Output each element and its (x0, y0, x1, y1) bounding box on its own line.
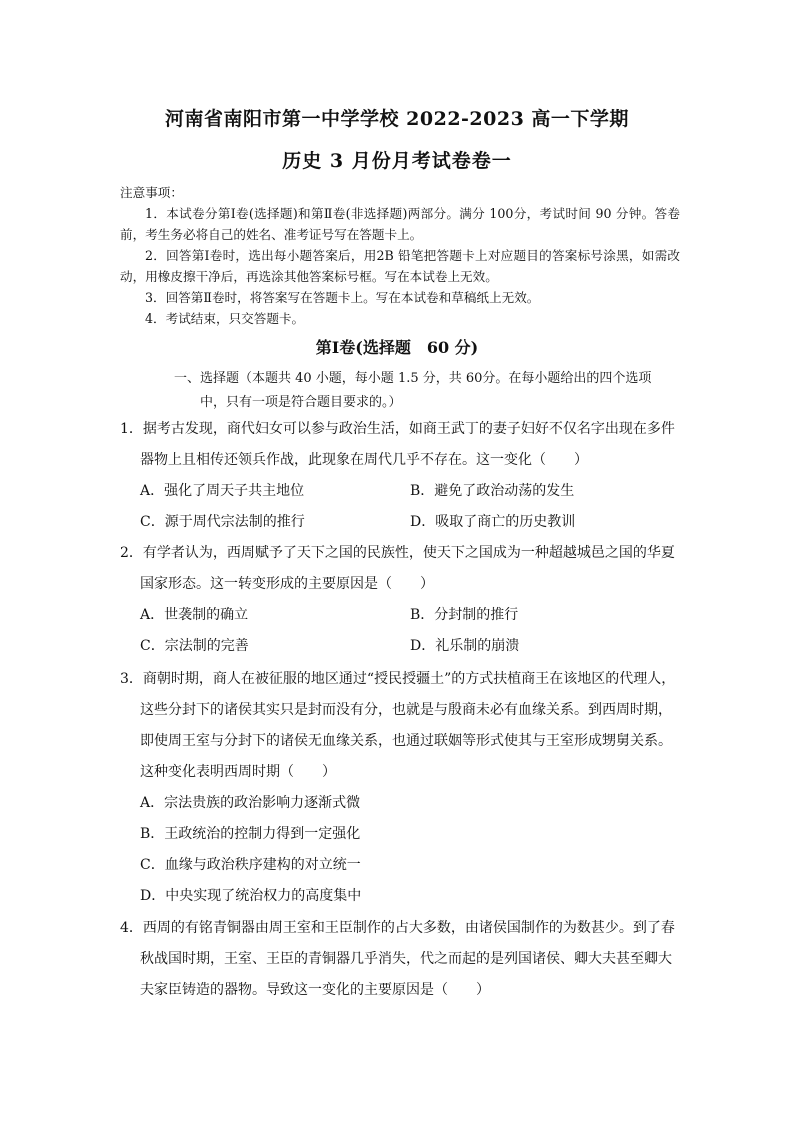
option-d: D．吸取了商亡的历史教训 (410, 514, 576, 530)
instruction-line: 一、选择题（本题共 40 小题，每小题 1.5 分，共 60分。在每小题给出的四个选项 (174, 371, 652, 386)
notice-block (120, 182, 680, 329)
instruction-line: 中，只有一项是符合题目要求的。） (200, 395, 402, 410)
question-stem: 3．商朝时期，商人在被征服的地区通过“授民授疆土”的方式扶植商王在该地区的代理人， (120, 671, 676, 687)
option-c: C．源于周代宗法制的推行 (140, 514, 305, 530)
options-row (120, 476, 680, 507)
question-stem: 器物上且相传还领兵作战，此现象在周代几乎不存在。这一变化（ ） (140, 452, 588, 468)
question-stem: 夫家臣铸造的器物。导致这一变化的主要原因是（ ） (140, 982, 490, 998)
notice-item: 3．回答第Ⅱ卷时，将答案写在答题卡上。写在本试卷和草稿纸上无效。 (145, 290, 540, 305)
option-b: B．避免了政治动荡的发生 (410, 483, 575, 499)
question-stem: 2．有学者认为，西周赋予了天下之国的民族性，使天下之国成为一种超越城邑之国的华夏 (120, 545, 675, 561)
question-stem: 即使周王室与分封下的诸侯无血缘关系，也通过联姻等形式使其与王室形成甥舅关系。 (140, 733, 672, 749)
exam-title-line1: 河南省南阳市第一中学学校 2022-2023 高一下学期 (165, 108, 629, 130)
option-c: C．血缘与政治秩序建构的对立统一 (140, 857, 361, 873)
question-stem: 这种变化表明西周时期（ ） (140, 764, 336, 780)
question-4 (120, 913, 680, 1006)
options-row (120, 600, 680, 631)
option-c: C．宗法制的完善 (140, 638, 249, 654)
option-a: A．世袭制的确立 (140, 607, 249, 623)
section-title: 第Ⅰ卷(选择题 60 分) (315, 338, 479, 357)
section-instruction (174, 367, 684, 415)
option-d: D．礼乐制的崩溃 (410, 638, 520, 654)
question-stem: 4．西周的有铭青铜器由周王室和王臣制作的占大多数，由诸侯国制作的为数甚少。到了春 (120, 920, 675, 936)
question-stem: 这些分封下的诸侯其实只是封而没有分，也就是与殷商未必有血缘关系。到西周时期， (140, 702, 672, 718)
question-stem: 1．据考古发现，商代妇女可以参与政治生活，如商王武丁的妻子妇好不仅名字出现在多件 (120, 421, 675, 437)
options-row (120, 631, 680, 662)
exam-title-line2: 历史 3 月份月考试卷卷一 (282, 150, 512, 172)
question-2 (120, 538, 680, 662)
option-b: B．分封制的推行 (410, 607, 519, 623)
notice-item: 1．本试卷分第Ⅰ卷(选择题)和第Ⅱ卷(非选择题)两部分。满分 100分，考试时间 90 分钟。答卷前，考生务必将自己的姓名、准考证号写在答题卡上。 (120, 206, 680, 242)
question-stem: 国家形态。这一转变形成的主要原因是（ ） (140, 576, 434, 592)
option-a: A．强化了周天子共主地位 (140, 483, 305, 499)
options-row (120, 507, 680, 538)
question-stem: 秋战国时期，王室、王臣的青铜器几乎消失，代之而起的是列国诸侯、卿大夫甚至卿大 (140, 951, 672, 967)
notice-heading: 注意事项： (120, 185, 183, 200)
notice-item: 2．回答第Ⅰ卷时，选出每小题答案后，用2B 铅笔把答题卡上对应题目的答案标号涂黑，如需改动，用橡皮擦干净后，再选涂其他答案标号框。写在本试卷上无效。 (120, 248, 680, 284)
question-1 (120, 414, 680, 538)
question-3 (120, 664, 680, 912)
option-d: D．中央实现了统治权力的高度集中 (140, 888, 362, 904)
notice-item: 4．考试结束，只交答题卡。 (145, 311, 305, 326)
option-b: B．王政统治的控制力得到一定强化 (140, 826, 361, 842)
option-a: A．宗法贵族的政治影响力逐渐式微 (140, 795, 361, 811)
